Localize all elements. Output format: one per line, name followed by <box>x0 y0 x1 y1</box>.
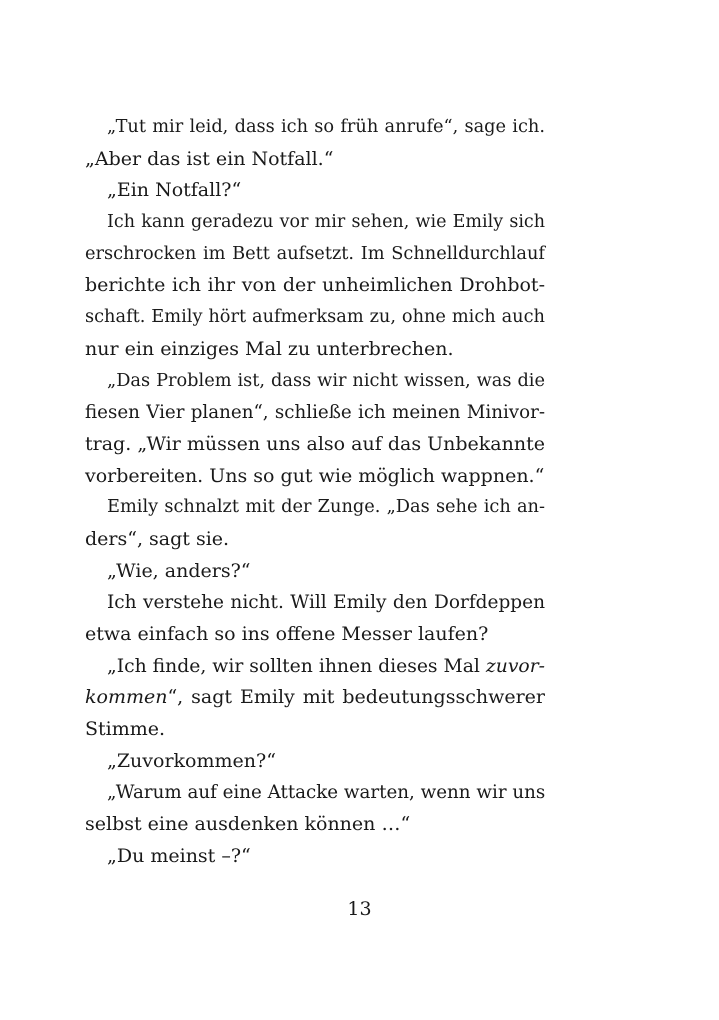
text-line-content: trag. „Wir müssen uns also auf das Unbekannte <box>85 432 545 455</box>
text-line <box>85 556 545 588</box>
text-line-content: „Warum auf eine Attacke warten, wenn wir uns <box>107 782 546 804</box>
text-line-content: „Du meinst –?“ <box>107 844 251 867</box>
text-line <box>85 112 545 144</box>
text-line <box>85 682 545 714</box>
text-line <box>85 492 545 524</box>
body-text <box>85 112 545 873</box>
text-line-content: erschrocken im Bett aufsetzt. Im Schnelldurchlauf <box>85 243 545 264</box>
text-line-content: „Das Problem ist, dass wir nicht wissen, was die <box>107 370 545 391</box>
text-line <box>85 746 545 778</box>
text-line-content: berichte ich ihr von der unheimlichen Drohbot- <box>85 274 545 297</box>
text-line <box>85 207 545 239</box>
text-line <box>85 175 545 207</box>
text-line-content: ders“, sagt sie. <box>85 527 230 550</box>
text-line <box>85 366 545 398</box>
italic-text: kommen <box>85 686 168 709</box>
text-line-content: „Ich finde, wir sollten ihnen dieses Mal <box>107 655 486 677</box>
text-line <box>85 587 545 619</box>
text-line <box>85 397 545 429</box>
text-line-content: schaft. Emily hört aufmerksam zu, ohne mich auch <box>85 307 545 328</box>
text-line-content: vorbereiten. Uns so gut wie möglich wappnen.“ <box>85 464 545 487</box>
text-line-content: „Tut mir leid, dass ich so früh anrufe“, sage ich. <box>107 117 545 137</box>
text-line-content: Stimme. <box>85 718 166 741</box>
text-line-content: “, sagt Emily mit bedeutungsschwerer <box>167 686 545 709</box>
text-line-content: „Aber das ist ein Notfall.“ <box>85 147 334 170</box>
text-line-content: „Ein Notfall?“ <box>107 179 242 202</box>
text-line <box>85 144 545 176</box>
text-line-content: „Zuvorkommen?“ <box>107 749 276 772</box>
text-line-content: fiesen Vier planen“, schließe ich meinen Minivor- <box>85 402 545 424</box>
text-line <box>85 270 545 302</box>
text-line <box>85 714 545 746</box>
text-line <box>85 302 545 334</box>
text-line-content: nur ein einziges Mal zu unterbrechen. <box>85 337 454 360</box>
page-number: 13 <box>347 898 372 920</box>
text-line <box>85 461 545 493</box>
text-line <box>85 619 545 651</box>
text-line-content: Ich kann geradezu vor mir sehen, wie Emily sich <box>107 212 545 233</box>
text-line <box>85 239 545 271</box>
text-line-content: Emily schnalzt mit der Zunge. „Das sehe ich an- <box>107 497 545 518</box>
text-line-content: Ich verstehe nicht. Will Emily den Dorfdeppen <box>107 592 545 614</box>
text-line-content: etwa einfach so ins offene Messer laufen? <box>85 623 489 645</box>
text-line <box>85 841 545 873</box>
text-line-content: selbst eine ausdenken können …“ <box>85 813 411 836</box>
italic-text: zuvor- <box>485 655 545 677</box>
text-line-content: „Wie, anders?“ <box>107 559 251 582</box>
text-line <box>85 651 545 683</box>
text-line <box>85 777 545 809</box>
text-line <box>85 524 545 556</box>
text-line <box>85 809 545 841</box>
text-line <box>85 334 545 366</box>
text-line <box>85 429 545 461</box>
